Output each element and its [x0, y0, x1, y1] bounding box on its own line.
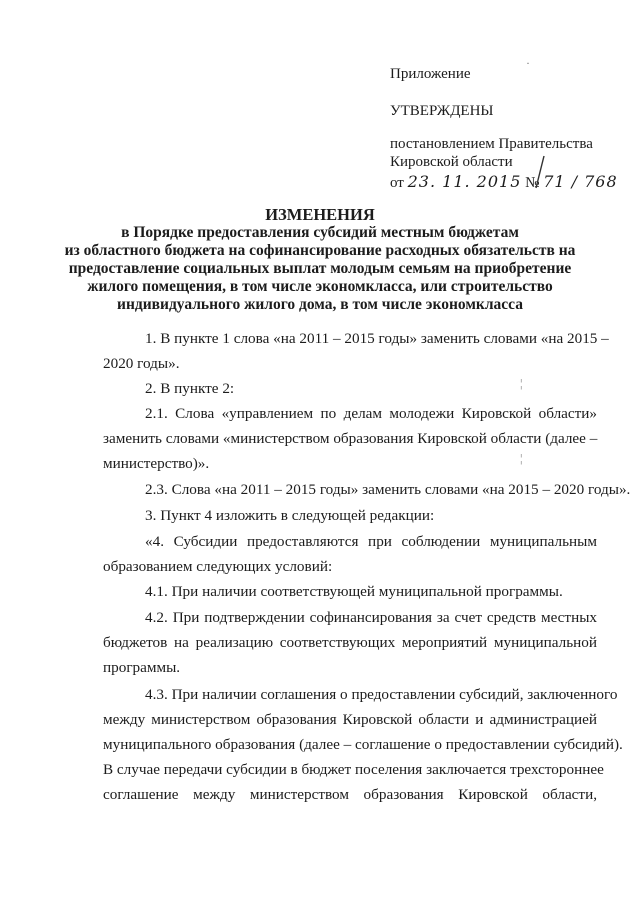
paragraph-1-line-1: 1. В пункте 1 слова «на 2011 – 2015 годы» заменить словами «на 2015 –: [145, 330, 609, 347]
appendix-label: Приложение: [390, 66, 471, 82]
paragraph-4-2-line-2: бюджетов на реализацию соответствующих мероприятий муниципальной: [103, 634, 597, 651]
paragraph-4-3-line-1: 4.3. При наличии соглашения о предоставлении субсидий, заключенного: [145, 686, 618, 703]
title-line-4: предоставление социальных выплат молодым семьям на приобретение: [68, 260, 572, 277]
paragraph-1-line-2: 2020 годы».: [103, 355, 180, 372]
scan-dot: ·: [526, 56, 530, 70]
handwritten-number: 71 / 768: [543, 172, 618, 191]
title-line-5: жилого помещения, в том числе экономкласса, или строительство: [87, 278, 553, 295]
number-prefix: №: [525, 175, 540, 191]
paragraph-3: 3. Пункт 4 изложить в следующей редакции:: [145, 507, 435, 524]
scan-mark: ¦: [520, 376, 523, 390]
paragraph-4-line-2: образованием следующих условий:: [103, 558, 333, 575]
paragraph-4-3-line-5: соглашение между министерством образования Кировской области,: [103, 786, 597, 803]
paragraph-4-3-line-4: В случае передачи субсидии в бюджет поселения заключается трехстороннее: [103, 761, 604, 778]
handwritten-slash-mark: [530, 154, 550, 190]
decree-line-1: постановлением Правительства: [390, 136, 593, 152]
decree-line-2: Кировской области: [390, 154, 513, 170]
approved-label: УТВЕРЖДЕНЫ: [390, 103, 494, 119]
paragraph-4-line-1: «4. Субсидии предоставляются при соблюдении муниципальным: [145, 533, 597, 550]
title-line-6: индивидуального жилого дома, в том числе экономкласса: [117, 296, 523, 313]
paragraph-2-3: 2.3. Слова «на 2011 – 2015 годы» заменить словами «на 2015 – 2020 годы».: [145, 481, 631, 498]
decree-date-line: [390, 172, 618, 192]
paragraph-4-1: 4.1. При наличии соответствующей муниципальной программы.: [145, 583, 563, 600]
paragraph-2-1-line-3: министерство)».: [103, 455, 210, 472]
paragraph-2-1-line-2: заменить словами «министерством образования Кировской области (далее –: [103, 430, 598, 447]
handwritten-date: 23. 11. 2015: [407, 172, 522, 191]
paragraph-2: 2. В пункте 2:: [145, 380, 235, 397]
date-prefix: от: [390, 175, 404, 191]
paragraph-2-1-line-1: 2.1. Слова «управлением по делам молодежи Кировской области»: [145, 405, 597, 422]
paragraph-4-2-line-1: 4.2. При подтверждении софинансирования за счет средств местных: [145, 609, 597, 626]
scan-mark: ¦: [520, 451, 523, 465]
title-line-3: из областного бюджета на софинансирование расходных обязательств на: [64, 242, 576, 259]
paragraph-4-3-line-2: между министерством образования Кировской области и администрацией: [103, 711, 597, 728]
paragraph-4-3-line-3: муниципального образования (далее – соглашение о предоставлении субсидий).: [103, 736, 623, 753]
document-title: ИЗМЕНЕНИЯ: [265, 205, 375, 224]
title-line-2: в Порядке предоставления субсидий местным бюджетам: [121, 224, 519, 241]
paragraph-4-2-line-3: программы.: [103, 659, 181, 676]
